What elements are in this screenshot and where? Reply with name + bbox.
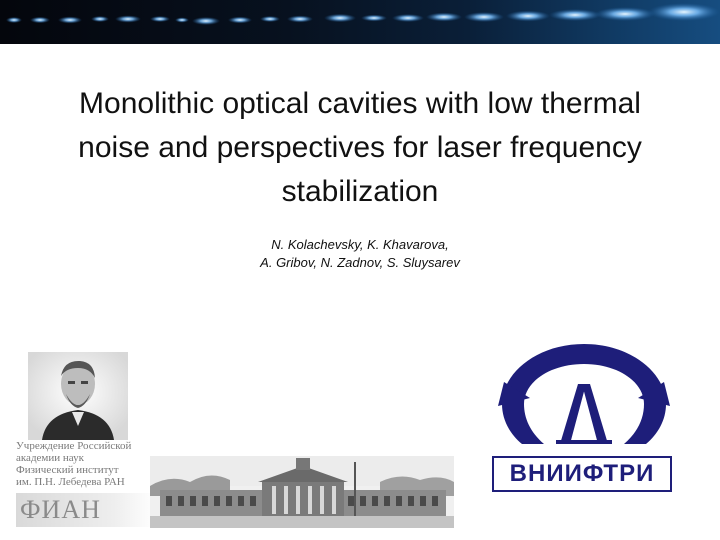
institute-building-image	[150, 456, 454, 528]
header-banner	[0, 0, 720, 44]
banner-light-dots	[0, 0, 720, 44]
slide-title	[40, 82, 680, 214]
title-line: stabilization	[281, 175, 439, 208]
author-line: N. Kolachevsky, K. Khavarova,	[271, 237, 449, 252]
lebedev-portrait-image	[28, 352, 128, 440]
institute-line: академии наук	[16, 452, 84, 464]
institute-line: Физический институт	[16, 464, 119, 476]
vniiftri-logo-emblem	[496, 340, 672, 448]
institute-line: им. П.Н. Лебедева РАН	[16, 476, 125, 488]
author-list	[160, 236, 560, 272]
title-line: Monolithic optical cavities with low thermal	[79, 87, 641, 120]
author-line: A. Gribov, N. Zadnov, S. Sluysarev	[260, 255, 460, 270]
title-line: noise and perspectives for laser frequency	[78, 131, 642, 164]
vniiftri-logo-text: ВНИИФТРИ	[492, 456, 672, 492]
institute-line: Учреждение Российской	[16, 440, 132, 452]
lebedev-institute-name	[16, 440, 148, 488]
fian-abbreviation: ФИАН	[16, 493, 156, 527]
